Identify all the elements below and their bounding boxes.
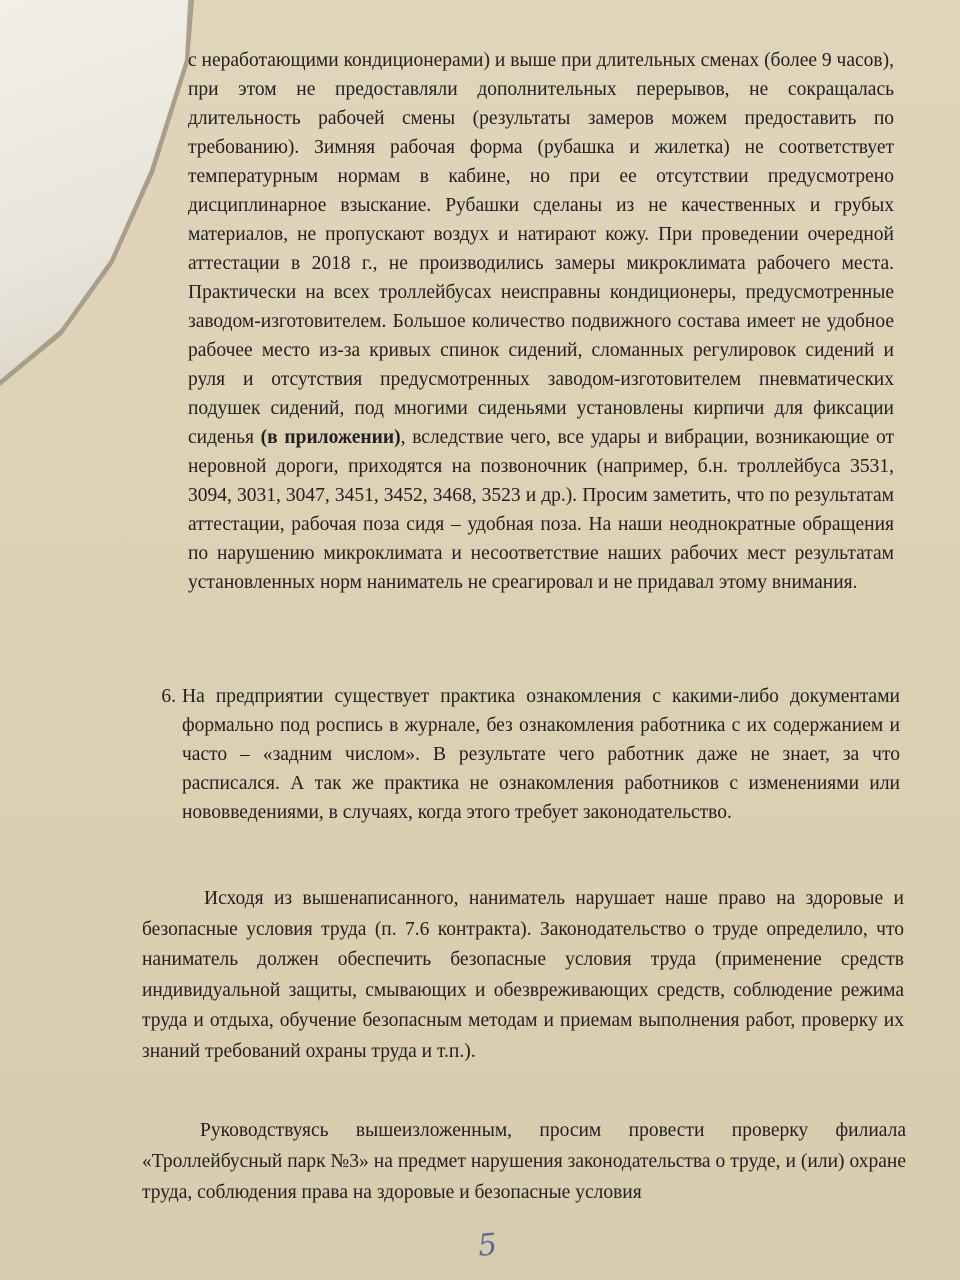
request-paragraph: Руководствуясь вышеизложенным, просим провести проверку филиала «Троллейбусный парк №3» на предмет нарушения законодательства о труде, и (или) охране труда, соблюдения права на здоровые и безопасные условия — [142, 1120, 906, 1203]
list-item-text: На предприятии существует практика ознакомления с какими-либо документами формально под роспись в журнале, без ознакомления работника с их содержанием и часто – «задним числом». В результате чего работник даже не знает, за что расписался. А так же практика не ознакомления работников с изменениями или нововведениями, в случаях, когда этого требует законодательство. — [182, 686, 900, 823]
handwritten-page-number: 5 — [476, 1227, 499, 1264]
bold-attachment-note: (в приложении) — [260, 427, 401, 448]
list-item-6 — [140, 682, 900, 827]
list-number: 6. — [161, 686, 176, 707]
paragraph-text-part1: с неработающими кондиционерами) и выше при длительных сменах (более 9 часов), при этом не предоставляли дополнительных перерывов, не сокращалась длительность рабочей смены (результаты замеров можем предоставить по требованию). Зимняя рабочая форма (рубашка и жилетка) не соответствует температурным нормам в кабине, но при ее отсутствии предусмотрено дисциплинарное взыскание. Рубашки сделаны из не качественных и грубых материалов, не пропускают воздух и натирают кожу. При проведении очередной аттестации в 2018 г., не производились замеры микроклимата рабочего места. Практически на всех троллейбусах неисправны кондиционеры, предусмотренные заводом-изготовителем. Большое количество подвижного состава имеет не удобное рабочее место из-за кривых спинок сидений, сломанных регулировок сидений и руля и отсутствия предусмотренных заводом-изготовителем пневматических подушек сидений, под многими сиденьями установлены кирпичи для фиксации сиденья — [188, 50, 894, 448]
conclusion-paragraph: Исходя из вышенаписанного, наниматель нарушает наше право на здоровые и безопасные условия труда (п. 7.6 контракта). Законодательство о труде определило, что наниматель должен обеспечить безопасные условия труда (применение средств индивидуальной защиты, смывающих и обезвреживающих средств, соблюдение режима труда и отдыха, обучение безопасным методам и приемам выполнения работ, проверку их знаний требований охраны труда и т.п.). — [142, 888, 904, 1062]
paragraph-text-part2: , вследствие чего, все удары и вибрации, возникающие от неровной дороги, приходятся на позвоночник (например, б.н. троллейбуса 3531, 3094, 3031, 3047, 3451, 3452, 3468, 3523 и др.). Просим заметить, что по результатам аттестации, рабочая поза сидя – удобная поза. На наши неоднократные обращения по нарушению микроклимата и несоответствие наших рабочих мест результатам установленных норм наниматель не среагировал и не придавал этому внимания. — [188, 427, 894, 593]
folded-page-corner — [0, 0, 200, 380]
continued-paragraph — [188, 46, 894, 597]
